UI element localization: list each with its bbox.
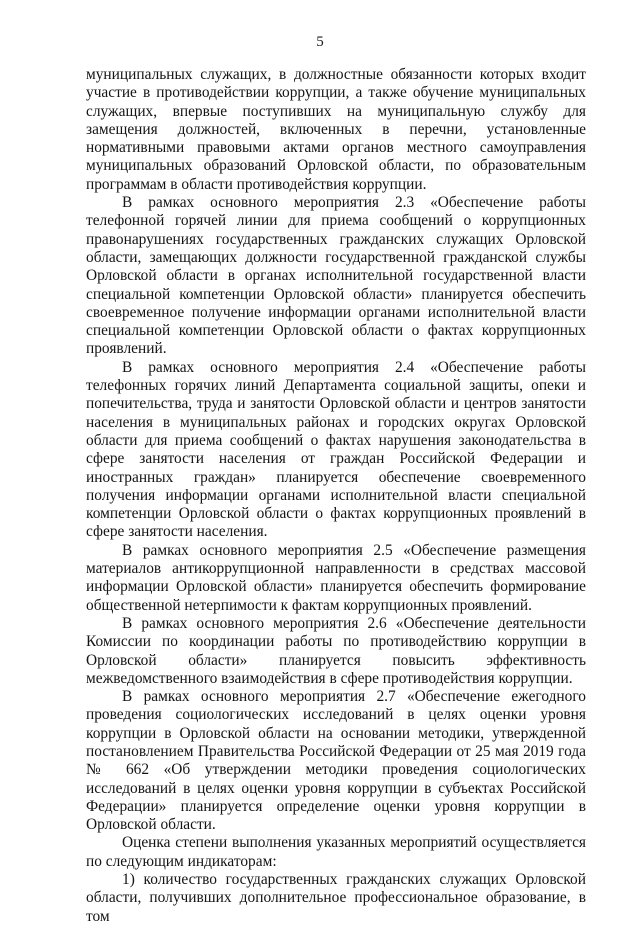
- page-number: 5: [316, 34, 324, 50]
- paragraph-continuation: муниципальных служащих, в должностные обязанности которых входит участие в противодействии коррупции, а также обучение муниципальных служащих, впервые поступивших на муниципальную службу для замещения должностей, включенных в перечни, установленные нормативными правовыми актами органов местного самоуправления муниципальных образований Орловской области, по образовательным программам в области противодействия коррупции.: [86, 66, 586, 193]
- paragraph-measure-2-7: В рамках основного мероприятия 2.7 «Обеспечение ежегодного проведения социологических исследований в целях оценки уровня коррупции в Орловской области на основании методики, утвержденной постановлением Правительства Российской Федерации от 25 мая 2019 года № 662 «Об утверждении методики проведения социологических исследований в целях оценки уровня коррупции в субъектах Российской Федерации» планируется определение оценки уровня коррупции в Орловской области.: [86, 688, 586, 834]
- paragraph-indicator-1: 1) количество государственных гражданских служащих Орловской области, получивших дополнительное профессиональное образование, в том: [86, 871, 586, 925]
- document-body: [86, 66, 586, 926]
- paragraph-indicators-intro: Оценка степени выполнения указанных мероприятий осуществляется по следующим индикаторам:: [86, 834, 586, 870]
- paragraph-measure-2-6: В рамках основного мероприятия 2.6 «Обеспечение деятельности Комиссии по координации работы по противодействию коррупции в Орловской области» планируется повысить эффективность межведомственного взаимодействия в сфере противодействия коррупции.: [86, 614, 586, 687]
- paragraph-measure-2-4: В рамках основного мероприятия 2.4 «Обеспечение работы телефонных горячих линий Департамента социальной защиты, опеки и попечительства, труда и занятости Орловской области и центров занятости населения в муниципальных районах и городских округах Орловской области для приема сообщений о фактах нарушения законодательства в сфере занятости населения от граждан Российской Федерации и иностранных граждан» планируется обеспечение своевременного получения информации органами исполнительной власти специальной компетенции Орловской области о фактах коррупционных проявлений в сфере занятости населения.: [86, 358, 586, 541]
- paragraph-measure-2-5: В рамках основного мероприятия 2.5 «Обеспечение размещения материалов антикоррупционной направленности в средствах массовой информации Орловской области» планируется обеспечить формирование общественной нетерпимости к фактам коррупционных проявлений.: [86, 541, 586, 614]
- paragraph-measure-2-3: В рамках основного мероприятия 2.3 «Обеспечение работы телефонной горячей линии для приема сообщений о коррупционных правонарушениях государственных гражданских служащих Орловской области, замещающих должности государственной гражданской службы Орловской области в органах исполнительной государственной власти специальной компетенции Орловской области» планируется обеспечить своевременное получение информации органами исполнительной власти специальной компетенции Орловской области о фактах коррупционных проявлений.: [86, 194, 586, 358]
